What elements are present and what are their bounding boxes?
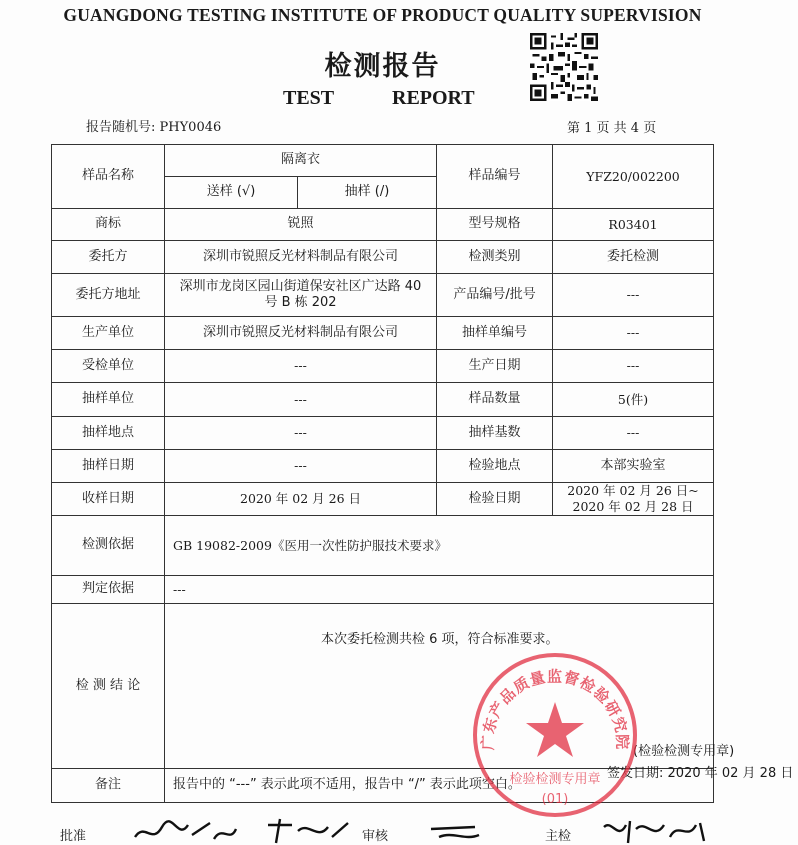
test-date-line1: 2020 年 02 月 26 日~: [567, 483, 699, 499]
seal-star-icon: [526, 702, 584, 757]
sample-no-label: 样品编号: [437, 145, 553, 209]
sampling-no-label: 抽样单编号: [437, 317, 553, 350]
client-address-line1: 深圳市龙岗区园山街道保安社区广达路 40: [179, 278, 422, 294]
judgement-label: 判定依据: [52, 576, 165, 604]
client-value: 深圳市锐照反光材料制品有限公司: [165, 241, 437, 274]
product-batch-label: 产品编号/批号: [437, 274, 553, 317]
qr-code-icon: [530, 33, 598, 101]
manufacturer-label: 生产单位: [52, 317, 165, 350]
seal-label: (检验检测专用章): [633, 744, 735, 759]
page-indicator: 第 1 页 共 4 页: [567, 121, 657, 136]
draw-sample-option: 抽样 (/): [298, 177, 437, 209]
remark-value: 报告中的 “---” 表示此项不适用，报告中 “/” 表示此项空白。: [165, 769, 714, 803]
product-batch-value: ---: [553, 274, 714, 317]
production-date-value: ---: [553, 350, 714, 383]
table-row: [52, 145, 714, 177]
sampling-base-label: 抽样基数: [437, 417, 553, 450]
report-serial-number: 报告随机号: PHY0046: [86, 120, 222, 135]
model-label: 型号规格: [437, 209, 553, 241]
sampling-unit-label: 抽样单位: [52, 383, 165, 417]
trademark-label: 商标: [52, 209, 165, 241]
judgement-value: ---: [165, 576, 714, 604]
conclusion-label: 检 测 结 论: [52, 604, 165, 769]
table-row: [52, 274, 714, 317]
seal-number: (01): [541, 792, 569, 807]
remark-label: 备注: [52, 769, 165, 803]
conclusion-text: 本次委托检测共检 6 项，符合标准要求。: [321, 632, 559, 647]
table-row: [52, 450, 714, 483]
table-row: [52, 576, 714, 604]
main-inspector-signature-icon: [600, 817, 710, 845]
send-sample-option: 送样 (√): [165, 177, 298, 209]
seal-inner-text: 检验检测专用章: [509, 772, 601, 787]
issue-date: 签发日期: 2020 年 02 月 28 日: [607, 766, 794, 781]
receipt-date-value: 2020 年 02 月 26 日: [165, 483, 437, 516]
report-title-cn: 检测报告: [324, 51, 441, 82]
client-label: 委托方: [52, 241, 165, 274]
sample-no-value: YFZ20/002200: [553, 145, 714, 209]
sample-qty-value: 5(件): [553, 383, 714, 417]
seal-ring-text: 广东产品质量监督检验研究院: [478, 667, 632, 751]
test-category-value: 委托检测: [553, 241, 714, 274]
client-address-line2: 号 B 栋 202: [264, 295, 337, 310]
table-row: [52, 350, 714, 383]
client-address-value: [165, 274, 437, 317]
sample-name-value: 隔离衣: [165, 145, 437, 177]
official-seal-stamp: [470, 650, 640, 820]
approve-signature-icon: [130, 817, 240, 845]
table-row: [52, 209, 714, 241]
receipt-date-label: 收样日期: [52, 483, 165, 516]
table-row: [52, 417, 714, 450]
test-date-label: 检验日期: [437, 483, 553, 516]
inspected-unit-label: 受检单位: [52, 350, 165, 383]
sample-name-label: 样品名称: [52, 145, 165, 209]
basis-label: 检测依据: [52, 516, 165, 576]
approve-label: 批准: [60, 829, 87, 844]
institute-name: GUANGDONG TESTING INSTITUTE OF PRODUCT QUALITY SUPERVISION: [63, 5, 702, 25]
table-row: [52, 383, 714, 417]
table-row: [52, 516, 714, 576]
table-row: [52, 483, 714, 516]
basis-value: GB 19082-2009《医用一次性防护服技术要求》: [165, 516, 714, 576]
sampling-base-value: ---: [553, 417, 714, 450]
report-title-en-report: REPORT: [392, 87, 475, 109]
approve-signature-2-icon: [262, 817, 352, 845]
report-title-en-test: TEST: [283, 87, 335, 109]
table-row: [52, 241, 714, 274]
main-inspector-label: 主检: [545, 829, 572, 844]
production-date-label: 生产日期: [437, 350, 553, 383]
sampling-date-value: ---: [165, 450, 437, 483]
review-label: 审核: [362, 829, 389, 844]
model-value: R03401: [553, 209, 714, 241]
sampling-unit-value: ---: [165, 383, 437, 417]
test-date-line2: 2020 年 02 月 28 日: [572, 499, 694, 514]
review-signature-icon: [425, 819, 485, 843]
inspected-unit-value: ---: [165, 350, 437, 383]
sampling-date-label: 抽样日期: [52, 450, 165, 483]
table-row: [52, 317, 714, 350]
test-date-value: [553, 483, 714, 516]
sampling-no-value: ---: [553, 317, 714, 350]
trademark-value: 锐照: [165, 209, 437, 241]
test-place-label: 检验地点: [437, 450, 553, 483]
sampling-place-label: 抽样地点: [52, 417, 165, 450]
test-category-label: 检测类别: [437, 241, 553, 274]
test-place-value: 本部实验室: [553, 450, 714, 483]
sample-qty-label: 样品数量: [437, 383, 553, 417]
manufacturer-value: 深圳市锐照反光材料制品有限公司: [165, 317, 437, 350]
client-address-label: 委托方地址: [52, 274, 165, 317]
signature-row: [0, 815, 798, 845]
sampling-place-value: ---: [165, 417, 437, 450]
